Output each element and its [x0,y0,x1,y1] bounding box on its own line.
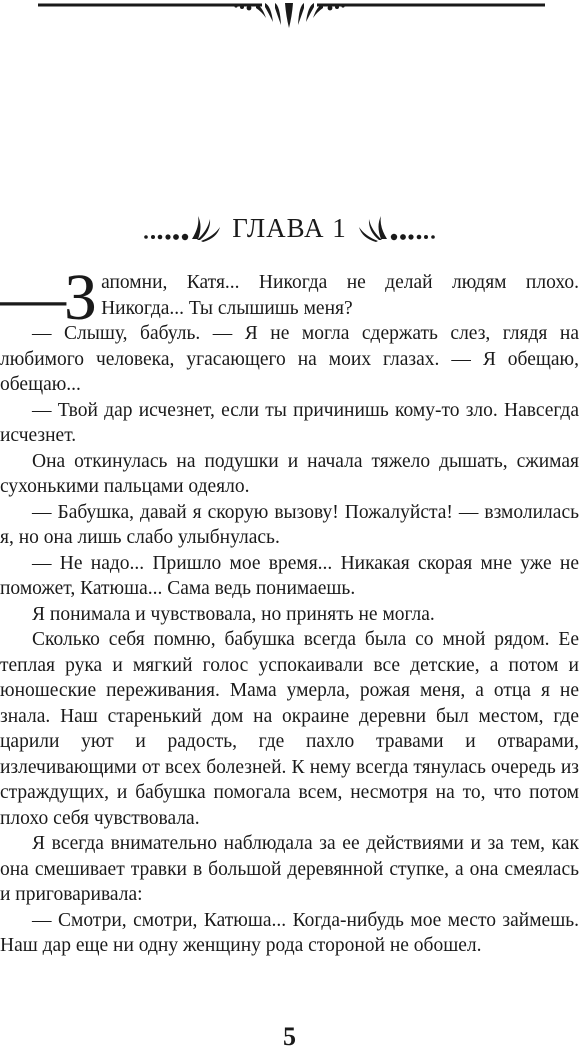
paragraph: Сколько себя помню, бабушка всегда была со мной рядом. Ее теплая рука и мягкий голос успокаивали все детские, а потом и юношеские переживания. Мама умерла, рожая меня, а отца я не знала. Наш старенький дом на окраине деревни был местом, где царили уют и радость, где пахло травами и отварами, излечивающими от всех болезней. К нему всегда тянулась очередь из страждущих, и бабушка помогала всем, несмотря на то, что потом плохо себя чувствовала. [0,629,579,829]
paragraph: Я понимала и чувствовала, но принять не могла. [32,603,435,625]
drop-cap: —З [0,261,96,334]
paragraph: — Смотри, смотри, Катюша... Когда-нибудь мое место займешь. Наш дар еще ни одну женщину рода стороной не обошел. [0,909,579,956]
paragraph: — Бабушка, давай я скорую вызову! Пожалуйста! — взмолилась я, но она лишь слабо улыбнулась. [0,501,579,548]
chapter-heading [0,208,579,248]
right-flourish-icon [357,212,439,244]
chapter-text [0,261,579,959]
paragraph-text: апомни, Катя... Никогда не делай людям плохо. Никогда... Ты слышишь меня? [101,272,579,319]
left-flourish-icon [140,212,222,244]
top-ornament [0,0,579,30]
paragraph: — Твой дар исчезнет, если ты причинишь кому-то зло. Навсегда исчезнет. [0,399,579,446]
paragraph: — Слышу, бабуль. — Я не могла сдержать слез, глядя на любимого человека, угасающего на моих глазах. — Я обещаю, обещаю... [0,323,579,395]
paragraph [0,261,579,334]
chapter-title: ГЛАВА 1 [232,212,347,243]
paragraph: Она откинулась на подушки и начала тяжело дышать, сжимая сухонькими пальцами одеяло. [0,450,579,497]
paragraph: Я всегда внимательно наблюдала за ее действиями и за тем, как она смешивает травки в большой деревянной ступке, а она смеялась и приговаривала: [0,833,579,905]
paragraph: — Не надо... Пришло мое время... Никакая скорая мне уже не поможет, Катюша... Сама ведь понимаешь. [0,552,579,599]
page-number: 5 [283,1022,296,1051]
